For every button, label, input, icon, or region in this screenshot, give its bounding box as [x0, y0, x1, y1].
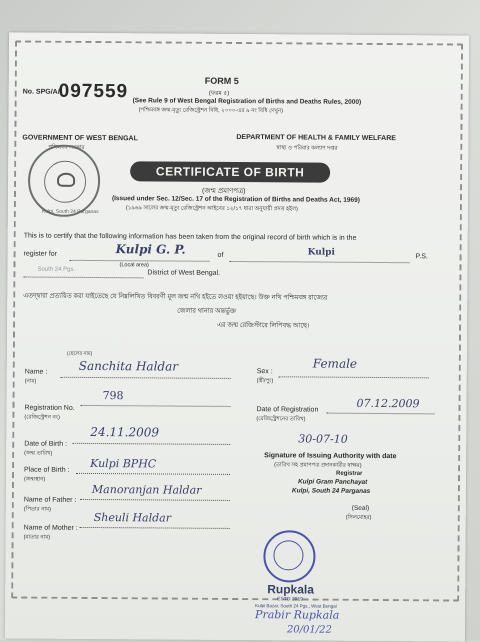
emblem-text: Kulpi, South 24 Parganas: [41, 208, 99, 216]
signature-authority-label: Signature of Issuing Authority with date: [264, 452, 397, 461]
date-of-registration-label-bn: (রেজিস্ট্রেশনের তারিখ): [256, 416, 306, 423]
department-label-bn: স্বাস্থ্য ও পরিবার কল্যাণ দপ্তর: [276, 145, 338, 152]
department-label: DEPARTMENT OF HEALTH & FAMILY WELFARE: [236, 133, 396, 143]
registration-number-label: Registration No.: [24, 404, 75, 412]
body-bn-line-3: এর জন্ম রেজিস্টারে লিপিবদ্ধ আছে।: [217, 321, 310, 330]
certificate-title: CERTIFICATE OF BIRTH: [130, 161, 330, 182]
district-label: District of West Bengal.: [147, 269, 221, 277]
government-label: GOVERNMENT OF WEST BENGAL: [22, 134, 138, 143]
rupkala-round-stamp: [263, 530, 315, 582]
signature-authority-label-bn: (তারিখ সহ প্রমাণপত্র প্রদানকারীর স্বাক্ষর): [274, 462, 362, 469]
issued-under: (Issued under Sec. 12/Sec. 17 of the Registration of Births and Deaths Act, 1969): [111, 195, 360, 204]
of-label: of: [217, 251, 224, 259]
seal-label: (Seal): [351, 504, 370, 512]
panchayat-address: Kulpi, South 24 Parganas: [291, 487, 371, 495]
authority-date-value: 30-07-10: [298, 432, 348, 446]
sex-value: Female: [312, 356, 358, 371]
mother-name-label-bn: (মাতার নাম): [23, 534, 51, 541]
name-value: Sanchita Haldar: [78, 358, 179, 374]
form-title: FORM 5: [204, 75, 239, 87]
certificate-paper: [5, 32, 469, 641]
certify-statement: This is to certify that the following information has been taken from the original record of birth which is in the: [23, 232, 357, 242]
date-of-registration-value: 07.12.2009: [356, 396, 420, 411]
rule-reference-bn: (পশ্চিমবঙ্গ জন্ম-মৃত্যু রেজিস্ট্রেশন বিধি, ২০০০-এর ৯ নং বিধি দেখুন): [138, 107, 283, 115]
rupkala-stamp-name: Rupkala: [267, 582, 314, 597]
date-of-birth-label: Date of Birth :: [24, 440, 68, 448]
district-value: South 24 Pgs.: [37, 266, 76, 273]
register-for-label: register for: [23, 250, 58, 258]
body-bn-line-2: জেলার থানার অন্তর্ভুক্ত: [177, 307, 237, 315]
sex-label-bn: (স্ত্রী/পুং): [256, 378, 274, 385]
place-of-birth-label: Place of Birth :: [24, 466, 70, 474]
ps-label: P.S.: [415, 253, 428, 261]
father-name-value: Manoranjan Haldar: [91, 482, 202, 497]
name-caption-bn: (ছেলের নাম): [66, 350, 93, 357]
serial-number: 097559: [58, 80, 129, 103]
form-title-bn: (ফরম ৫): [208, 90, 230, 97]
rule-reference: (See Rule 9 of West Bengal Registration of Births and Deaths Rules, 2000): [132, 97, 362, 106]
government-label-bn: পশ্চিমবঙ্গ সরকার: [48, 144, 85, 151]
rupkala-stamp-estd: ESTD 2019: [277, 596, 304, 603]
panchayat-name: Kulpi Gram Panchayat: [297, 478, 368, 486]
father-name-label-bn: (পিতার নাম): [23, 506, 51, 513]
registrar-label: Registrar: [336, 470, 363, 477]
date-of-birth-label-bn: (জন্ম তারিখ): [24, 450, 53, 457]
date-of-registration-label: Date of Registration: [256, 406, 319, 414]
government-emblem-seal: [28, 145, 101, 218]
name-label-bn: (নাম): [24, 378, 37, 385]
mother-name-value: Sheuli Haldar: [93, 511, 172, 525]
registration-number-value: 798: [102, 389, 124, 403]
of-value: Kulpi: [307, 247, 335, 258]
name-label: Name :: [24, 368, 48, 376]
signature-date: 20/01/22: [286, 624, 332, 636]
mother-name-label: Name of Mother :: [23, 524, 78, 532]
serial-label: No. SPG/A/: [22, 88, 60, 96]
place-of-birth-value: Kulpi BPHC: [90, 456, 157, 471]
body-bn-line-1: এতদ্দ্বারা প্রত্যয়িত করা যাইতেছে যে নিম্নলিখিত বিবরণী মূল জন্ম নথি হইতে লওয়া হইয়াছে। উক্ত নথি পশ্চিমবঙ্গ রাজ্যের: [23, 292, 328, 302]
certificate-title-bn: (জন্ম প্রমাণপত্র): [201, 187, 246, 196]
registration-number-label-bn: (রেজিস্ট্রেশন নং): [24, 414, 60, 421]
seal-label-bn: (সিলমোহর): [345, 514, 372, 521]
issued-under-bn: (১৯৬৯ সালের জন্ম-মৃত্যু রেজিস্ট্রেশন আইনের ১২/১৭ ধারা অনুযায়ী প্রদত্ত হইল): [125, 205, 298, 213]
place-of-birth-label-bn: (জন্মস্থান): [23, 476, 46, 483]
rupkala-stamp-address: Kulpi Bazar, South 24 Pgs., West Bengal: [255, 603, 337, 609]
date-of-birth-value: 24.11.2009: [90, 424, 160, 440]
local-area-value: Kulpi G. P.: [115, 242, 186, 257]
handwritten-signature: Prabir Rupkala: [255, 608, 340, 622]
local-area-caption: (Local area): [119, 262, 149, 269]
sex-label: Sex :: [256, 368, 273, 376]
father-name-label: Name of Father :: [23, 496, 77, 504]
